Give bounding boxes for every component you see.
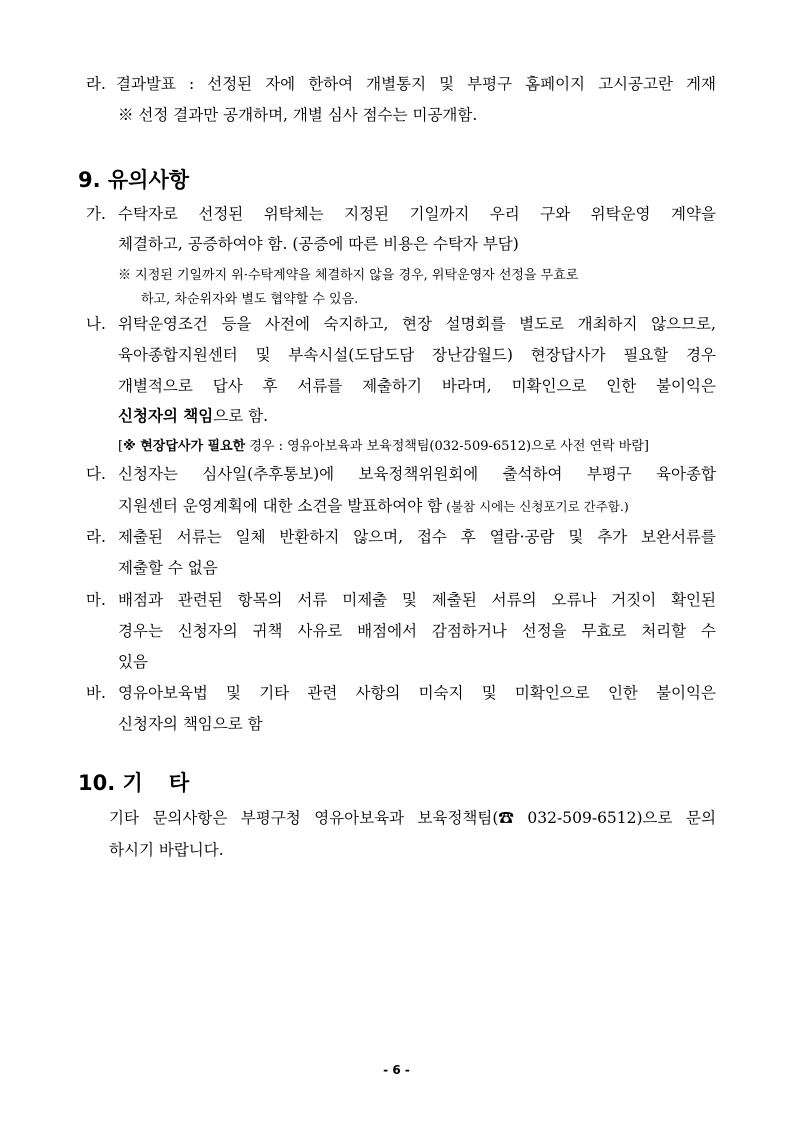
item-text [118,496,629,517]
responsibility-rest: 으로 함. [213,407,269,425]
bracket-open: [ [118,439,124,454]
item-text: 신청자의 책임으로 함 [118,715,263,733]
responsibility-emphasis: 신청자의 책임 [118,407,214,425]
section-10-title-b: 타 [168,771,190,795]
section-9-heading: 9. 유의사항 [78,168,190,192]
result-note: ※ 선정 결과만 공개하며, 개별 심사 점수는 미공개함. [118,106,478,124]
item-text: 신청자는 심사일(추후통보)에 보육정책위원회에 출석하여 부평구 육아종합 [118,465,716,483]
item-marker: 바. [86,684,106,702]
bracket-close: ] [643,439,649,454]
item-text: 수탁자로 선정된 위탁체는 지정된 기일까지 우리 구와 위탁운영 계약을 [118,205,716,223]
contact-line: 기타 문의사항은 부평구청 영유아보육과 보육정책팀(☎ 032-509-6512)으로 문의 [109,809,716,827]
item-text: 개별적으로 답사 후 서류를 제출하기 바라며, 미확인으로 인한 불이익은 [118,377,716,395]
page-number: - 6 - [383,1063,410,1077]
item-text: 있음 [118,653,148,671]
item-marker: 가. [86,205,106,223]
item-note: 하고, 차순위자와 별도 협약할 수 있음. [141,292,359,307]
item-marker: 마. [86,591,106,609]
item-text-main: 지원센터 운영계획에 대한 소견을 발표하여야 함 [118,497,443,515]
item-text: 위탁운영조건 등을 사전에 숙지하고, 현장 설명회를 별도로 개최하지 않으므로, [118,315,716,333]
item-text: 제출된 서류는 일체 반환하지 않으며, 접수 후 열람·공람 및 추가 보완서류를 [118,528,716,546]
item-text: 영유아보육법 및 기타 관련 사항의 미숙지 및 미확인으로 인한 불이익은 [118,684,716,702]
site-visit-note [118,437,649,457]
section-10-number: 10. [78,771,116,795]
item-text: 배점과 관련된 항목의 서류 미제출 및 제출된 서류의 오류나 거짓이 확인된 [118,591,716,609]
contact-line: 하시기 바랍니다. [109,841,224,859]
item-marker: 나. [86,315,106,333]
item-text-small: (불참 시에는 신청포기로 간주함.) [442,499,629,514]
site-visit-contact: 경우 : 영유아보육과 보육정책팀(032-509-6512)으로 사전 연락 바람 [245,439,644,454]
item-text: 제출할 수 없음 [118,559,218,577]
item-text: 체결하고, 공증하여야 함. (공증에 따른 비용은 수탁자 부담) [118,235,519,253]
section-10-title-a: 기 [122,771,143,795]
item-text: 육아종합지원센터 및 부속시설(도담도담 장난감월드) 현장답사가 필요할 경우 [118,346,716,364]
item-text-responsibility [118,406,268,426]
item-text: 경우는 신청자의 귀책 사유로 배점에서 감점하거나 선정을 무효로 처리할 수 [118,622,716,640]
result-marker: 라. [86,75,106,93]
site-visit-emphasis: ※ 현장답사가 필요한 [123,439,246,454]
item-note: ※ 지정된 기일까지 위·수탁계약을 체결하지 않을 경우, 위탁운영자 선정을 무효로 [118,268,579,283]
result-line: 결과발표 : 선정된 자에 한하여 개별통지 및 부평구 홈페이지 고시공고란 게재 [116,75,716,93]
item-marker: 다. [86,465,106,483]
item-marker: 라. [86,528,106,546]
section-10-heading [78,770,189,796]
